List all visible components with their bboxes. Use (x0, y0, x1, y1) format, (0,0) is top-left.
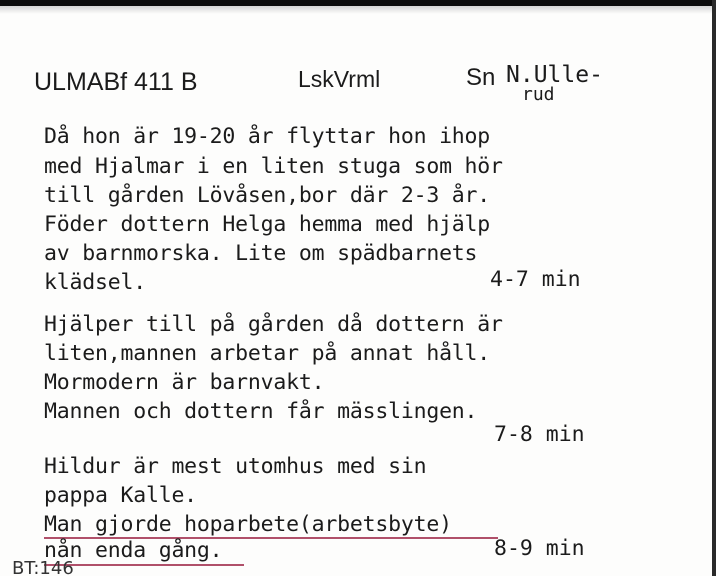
parish-name: N.Ulle- (506, 62, 603, 88)
parish-name-continuation: rud (522, 84, 555, 105)
section-1-line: klädsel. (44, 270, 146, 295)
section-1-duration: 4-7 min (490, 267, 581, 292)
section-2-line: Mormodern är barnvakt. (44, 370, 325, 395)
section-3-line: nån enda gång. (44, 538, 223, 563)
section-2-duration: 7-8 min (494, 422, 585, 447)
underline-mark (44, 564, 244, 566)
card-right-edge (712, 0, 716, 576)
parish-label: Sn (466, 64, 496, 91)
section-1-line: Föder dottern Helga hemma med hjälp (44, 212, 491, 237)
section-1-line: till gården Lövåsen,bor där 2-3 år. (44, 183, 491, 208)
section-3-duration: 8-9 min (494, 536, 585, 561)
section-1-line: av barnmorska. Lite om spädbarnets (44, 241, 478, 266)
section-2-line: Hjälper till på gården då dottern är (44, 312, 503, 337)
section-1-line: med Hjalmar i en liten stuga som hör (44, 154, 503, 179)
card-top-shadow (0, 6, 716, 14)
section-3-line: pappa Kalle. (44, 483, 197, 508)
section-3-line: Man gjorde hoparbete(arbetsbyte) (44, 512, 452, 537)
province-code: LskVrml (298, 66, 381, 92)
archive-reference: ULMABf 411 B (34, 68, 198, 96)
card-footer-code: BT:146 (12, 558, 74, 576)
section-3-line: Hildur är mest utomhus med sin (44, 454, 427, 479)
section-2-line: Mannen och dottern får mässlingen. (44, 399, 478, 424)
section-1-line: Då hon är 19-20 år flyttar hon ihop (44, 124, 491, 149)
section-2-line: liten,mannen arbetar på annat håll. (44, 341, 491, 366)
